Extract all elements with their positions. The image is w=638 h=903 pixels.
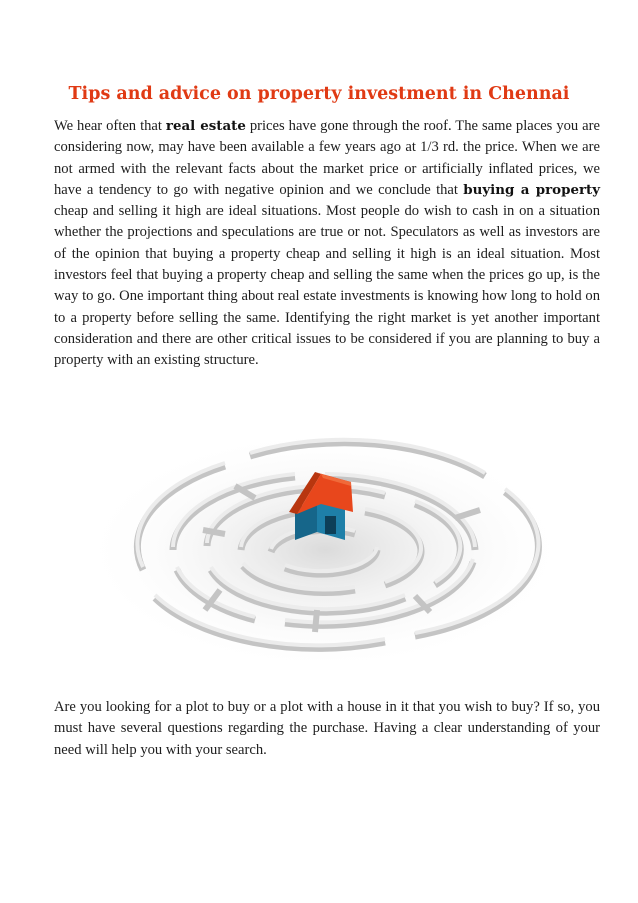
real-estate-link[interactable]: real estate xyxy=(165,118,246,134)
maze-image xyxy=(85,400,565,662)
closing-paragraph: Are you looking for a plot to buy or a plot with a house in it that you wish to buy? If so, you must have several questions regarding the purchase. Having a clear understanding of your need will help you with your search. xyxy=(54,699,600,758)
paragraph-text: We hear often that xyxy=(54,118,166,134)
intro-paragraph xyxy=(54,116,600,372)
page-title: Tips and advice on property investment in Chennai xyxy=(68,84,570,104)
paragraph-text: cheap and selling it high are ideal situations. Most people do wish to cash in on a situation whether the projections and speculations are true or not. Speculators as well as investors are of the opinion that buying a property cheap and selling it high is an ideal situation. Most investors feel that buying a property cheap and selling the same when the prices go up, is the way to go. One important thing about real estate investments is knowing how long to hold on to a property before selling the same. Identifying the right market is yet another important consideration and there are other critical issues to be considered if you are planning to buy a property with an existing structure. xyxy=(54,203,600,369)
paragraph-text: prices have gone through the roof. The same places you are considering now, may have been available a few years ago at 1/3 rd. the price. When we are not armed with the relevant facts about the market price or artificially inflated prices, we have a tendency to go with negative opinion and we conclude that xyxy=(54,118,600,198)
house-maze-illustration xyxy=(85,400,565,662)
buying-a-property-link[interactable]: buying a property xyxy=(463,181,600,198)
